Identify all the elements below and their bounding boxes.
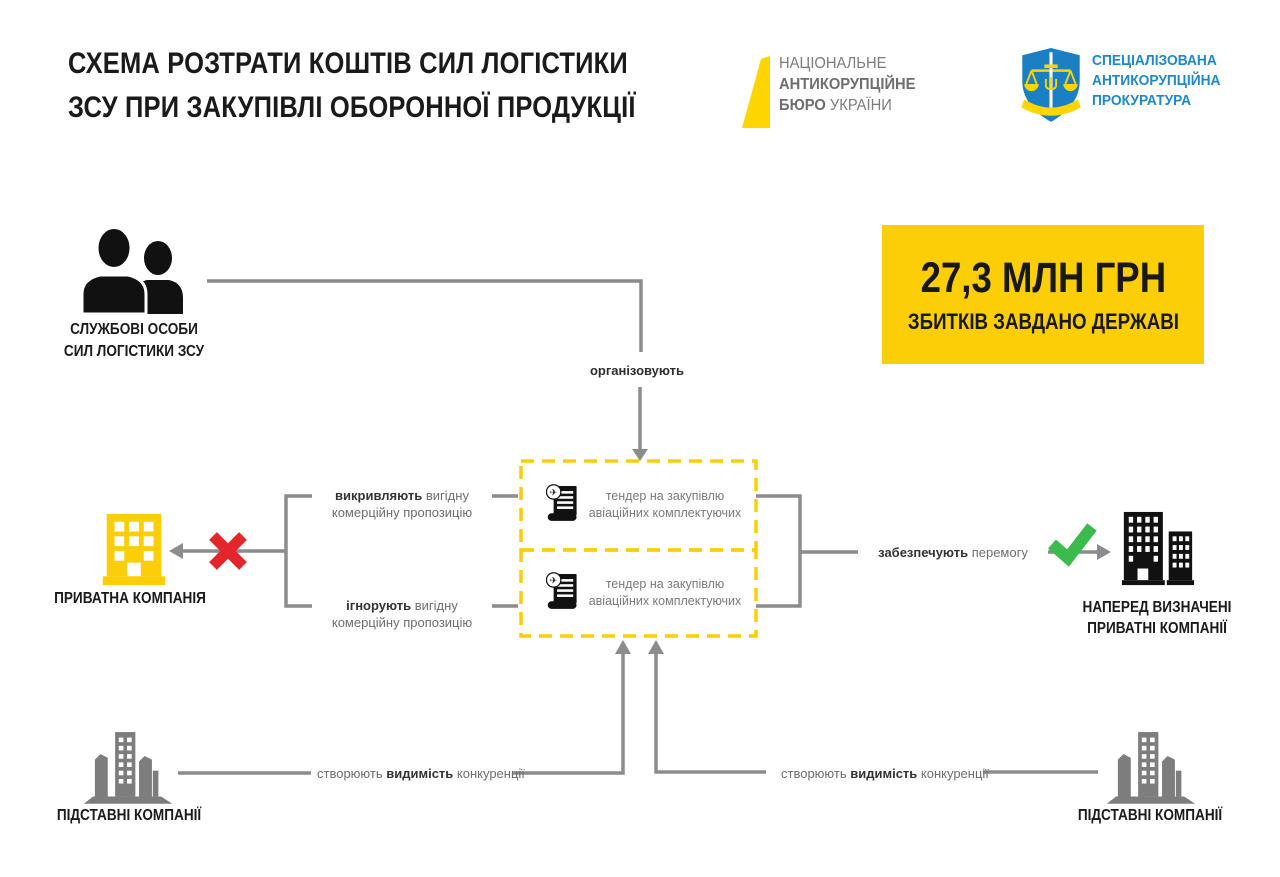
predetermined-companies-label: НАПЕРЕД ВИЗНАЧЕНІ ПРИВАТНІ КОМПАНІЇ <box>1082 599 1232 637</box>
sap-wordmark <box>1092 51 1221 111</box>
nabu-line1: НАЦІОНАЛЬНЕ <box>779 55 887 72</box>
shell-left-connector <box>178 640 631 773</box>
tender-document-icon-1 <box>546 482 580 524</box>
sap-line3: ПРОКУРАТУРА <box>1092 93 1192 109</box>
shell-companies-left-icon <box>82 726 174 808</box>
nabu-line3-bold: БЮРО <box>779 97 826 114</box>
private-company-icon <box>95 512 173 588</box>
predetermined-companies-icon <box>1121 510 1195 588</box>
nabu-line3-rest: УКРАЇНИ <box>825 97 892 114</box>
nabu-wordmark <box>779 53 916 116</box>
nabu-wedge-icon <box>742 56 770 128</box>
shell-companies-right-icon <box>1105 726 1197 808</box>
shell-companies-left-label: ПІДСТАВНІ КОМПАНІЇ <box>56 807 202 824</box>
damage-amount-box <box>882 225 1204 364</box>
tender-box-2-label: тендер на закупівлю авіаційних комплектуючих <box>588 577 742 608</box>
shell-companies-right-label: ПІДСТАВНІ КОМПАНІЇ <box>1077 807 1223 824</box>
damage-caption: ЗБИТКІВ ЗАВДАНО ДЕРЖАВІ <box>907 309 1179 334</box>
nabu-logo <box>742 56 770 128</box>
nabu-line2: АНТИКОРУПЦІЙНЕ <box>779 76 916 93</box>
ignore-label: ігнорують вигідну комерційну пропозицію <box>312 597 492 631</box>
fake-competition-left-label: створюють видимість конкуренції <box>317 766 525 781</box>
organize-label: організовують <box>557 363 717 378</box>
sap-logo <box>1018 46 1084 126</box>
page-title-line1: СХЕМА РОЗТРАТИ КОШТІВ СИЛ ЛОГІСТИКИ <box>68 47 628 80</box>
tender-box-1-label: тендер на закупівлю авіаційних комплектуючих <box>588 489 742 520</box>
shell-right-connector <box>648 640 1098 772</box>
officials-label: СЛУЖБОВІ ОСОБИ СИЛ ЛОГІСТИКИ ЗСУ <box>63 321 205 360</box>
airplane-icon: ✈ <box>549 487 558 498</box>
damage-amount: 27,3 МЛН ГРН <box>920 254 1166 302</box>
distort-label: викривляють вигідну комерційну пропозицію <box>312 487 492 521</box>
officials-icon <box>75 226 195 314</box>
tender-document-icon-2 <box>546 570 580 612</box>
page-title <box>68 42 636 130</box>
airplane-icon: ✈ <box>549 575 558 586</box>
ensure-win-label: забезпечують перемогу <box>858 545 1048 560</box>
private-company-label: ПРИВАТНА КОМПАНІЯ <box>54 590 206 607</box>
page-title-line2: ЗСУ ПРИ ЗАКУПІВЛІ ОБОРОННОЇ ПРОДУКЦІЇ <box>68 91 636 124</box>
fake-competition-right-label: створюють видимість конкуренції <box>781 766 989 781</box>
sap-line1: СПЕЦІАЛІЗОВАНА <box>1092 53 1217 69</box>
sap-shield-icon <box>1018 46 1084 126</box>
sap-line2: АНТИКОРУПЦІЙНА <box>1092 73 1221 89</box>
